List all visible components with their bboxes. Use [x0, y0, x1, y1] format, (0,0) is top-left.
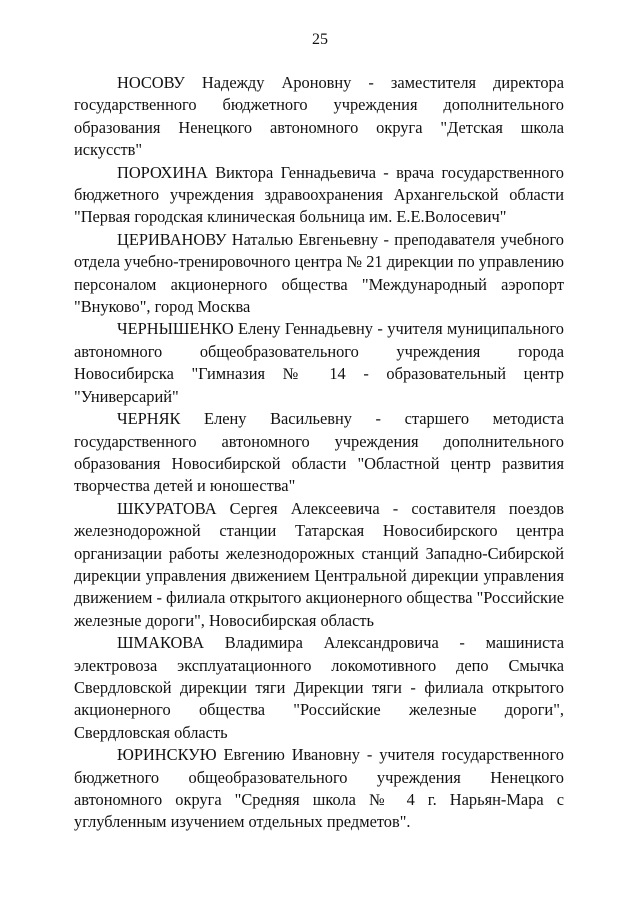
award-list — [74, 72, 564, 834]
list-item — [74, 744, 564, 834]
person-details: Евгению Ивановну - учителя государственного бюджетного общеобразовательного учреждения Ненецкого автономного округа "Средняя школа № 4 г. Нарьян-Мара с углубленным изучением отдельных предметов". — [74, 745, 564, 832]
list-item — [74, 318, 564, 408]
list-item — [74, 162, 564, 229]
person-surname: ПОРОХИНА — [117, 162, 208, 182]
person-surname: ЦЕРИВАНОВУ — [117, 229, 227, 249]
person-surname: ЧЕРНЫШЕНКО — [117, 319, 234, 339]
list-item — [74, 408, 564, 498]
person-surname: ЧЕРНЯК — [117, 409, 181, 429]
person-details: Надежду Ароновну - заместителя директора государственного бюджетного учреждения дополнительного образования Ненецкого автономного округа "Детская школа искусств" — [74, 73, 564, 160]
person-surname: НОСОВУ — [117, 73, 185, 92]
person-details: Наталью Евгеньевну - преподавателя учебного отдела учебно-тренировочного центра № 21 дирекции по управлению персоналом акционерного общества "Международный аэропорт "Внуково", город Москва — [74, 229, 564, 317]
list-item — [74, 72, 564, 162]
list-item — [74, 498, 564, 632]
person-details: Елену Геннадьевну - учителя муниципального автономного общеобразовательного учреждения города Новосибирска "Гимназия № 14 - образовательный центр "Универсарий" — [74, 319, 564, 406]
person-surname: ШКУРАТОВА — [117, 498, 217, 518]
person-details: Сергея Алексеевича - составителя поездов железнодорожной станции Татарская Новосибирского центра организации работы железнодорожных станций Западно-Сибирской дирекции управления движением Центральной дирекции управления движением - филиала открытого акционерного общества "Российские железные дороги", Новосибирская область — [74, 498, 564, 630]
person-details: Елену Васильевну - старшего методиста государственного автономного учреждения дополнительного образования Новосибирской области "Областной центр развития творчества детей и юношества" — [74, 409, 564, 496]
person-details: Владимира Александровича - машиниста электровоза эксплуатационного локомотивного депо Смычка Свердловской дирекции тяги Дирекции тяги - филиала открытого акционерного общества "Российские железные дороги", Свердловская область — [74, 633, 564, 742]
person-surname: ШМАКОВА — [117, 633, 205, 653]
person-details: Виктора Геннадьевича - врача государственного бюджетного учреждения здравоохранения Архангельской области "Первая городская клиническая больница им. Е.Е.Волосевич" — [74, 162, 564, 227]
person-surname: ЮРИНСКУЮ — [117, 745, 217, 765]
list-item — [74, 229, 564, 319]
page-number: 25 — [312, 31, 328, 48]
list-item — [74, 632, 564, 744]
